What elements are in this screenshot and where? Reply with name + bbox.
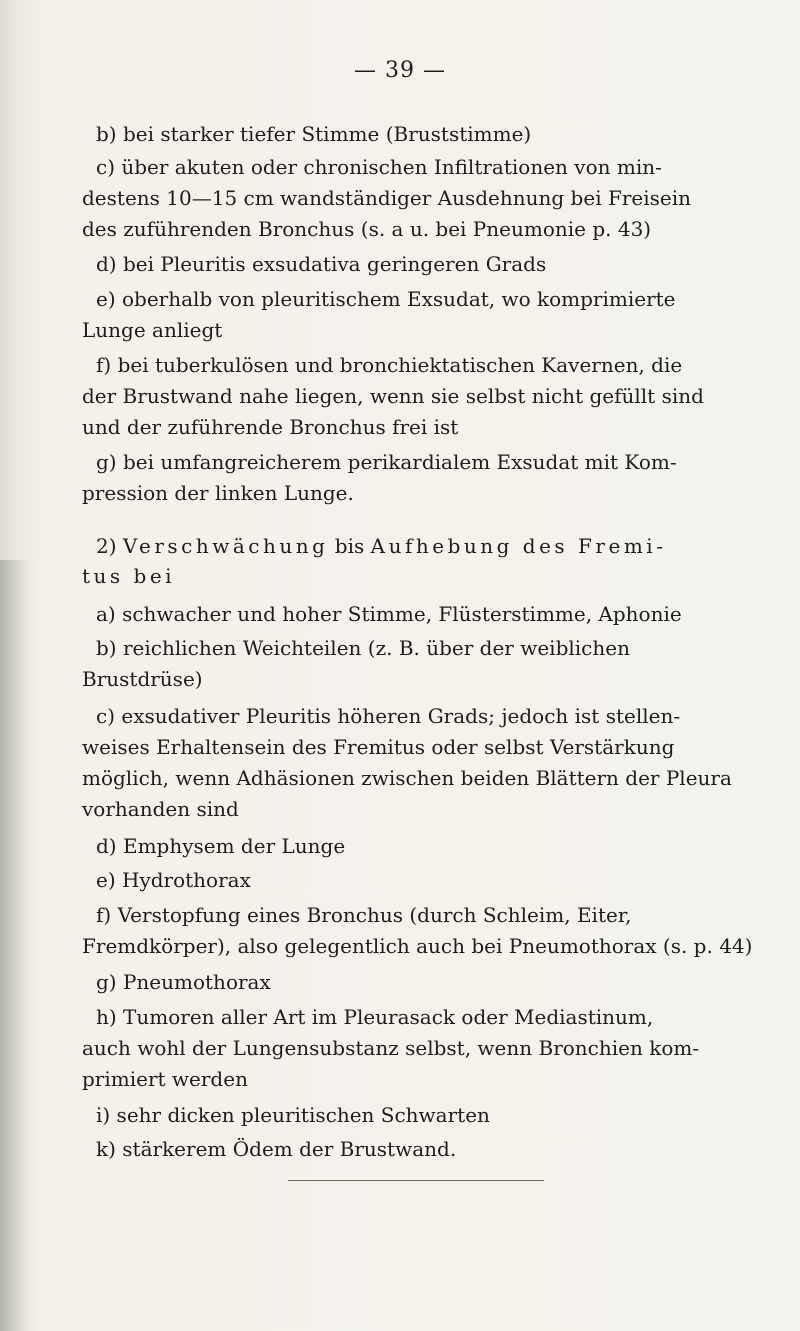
item-2d-emphysema: d) Emphysem der Lunge xyxy=(96,834,346,858)
item-2h-tumors-line2: auch wohl der Lungensubstanz selbst, wenn Bronchien kom- xyxy=(82,1036,700,1060)
item-e-above-exsudate-line2: Lunge anliegt xyxy=(82,318,223,342)
item-c-infiltrations-line2: destens 10—15 cm wandständiger Ausdehnung bei Freisein xyxy=(82,186,691,210)
item-2b-soft-tissue-line2: Brustdrüse) xyxy=(82,667,203,691)
item-g-pericardial-line1: g) bei umfangreicherem perikardialem Exsudat mit Kom- xyxy=(96,450,677,474)
section-2-connector: bis xyxy=(334,534,365,558)
item-2c-exsudative-line3: möglich, wenn Adhäsionen zwischen beiden Blättern der Pleura xyxy=(82,766,732,790)
item-2h-tumors-line1: h) Tumoren aller Art im Pleurasack oder Mediastinum, xyxy=(96,1005,654,1029)
item-g-pericardial-line2: pression der linken Lunge. xyxy=(82,481,354,505)
item-2i-pleural-rind: i) sehr dicken pleuritischen Schwarten xyxy=(96,1103,490,1127)
item-2c-exsudative-line4: vorhanden sind xyxy=(82,797,239,821)
page-number: — 39 — xyxy=(354,58,446,83)
item-c-infiltrations-line3: des zuführenden Bronchus (s. a u. bei Pneumonie p. 43) xyxy=(82,217,652,241)
item-2e-hydrothorax: e) Hydrothorax xyxy=(96,868,251,892)
item-d-pleuritis: d) bei Pleuritis exsudativa geringeren Grads xyxy=(96,252,547,276)
item-f-cavernes-line2: der Brustwand nahe liegen, wenn sie selbst nicht gefüllt sind xyxy=(82,384,704,408)
item-2k-edema: k) stärkerem Ödem der Brustwand. xyxy=(96,1137,457,1161)
item-2f-bronchus-line2: Fremdkörper), also gelegentlich auch bei Pneumothorax (s. p. 44) xyxy=(82,934,753,958)
item-b-strong-voice: b) bei starker tiefer Stimme (Bruststimme) xyxy=(96,122,532,146)
item-2h-tumors-line3: primiert werden xyxy=(82,1067,248,1091)
item-f-cavernes-line3: und der zuführende Bronchus frei ist xyxy=(82,415,459,439)
item-e-above-exsudate-line1: e) oberhalb von pleuritischem Exsudat, wo komprimierte xyxy=(96,287,676,311)
section-2-term-weakening: Verschwächung xyxy=(122,534,329,558)
section-end-rule xyxy=(288,1180,544,1181)
item-2b-soft-tissue-line1: b) reichlichen Weichteilen (z. B. über der weiblichen xyxy=(96,636,630,660)
section-2-number: 2) xyxy=(96,534,117,558)
item-f-cavernes-line1: f) bei tuberkulösen und bronchiektatischen Kavernen, die xyxy=(96,353,683,377)
item-c-infiltrations-line1: c) über akuten oder chronischen Infiltrationen von min- xyxy=(96,155,662,179)
section-2-heading-cont: tus bei xyxy=(82,564,176,588)
item-2g-pneumothorax: g) Pneumothorax xyxy=(96,970,271,994)
item-2a-weak-voice: a) schwacher und hoher Stimme, Flüsterstimme, Aphonie xyxy=(96,602,682,626)
section-2-heading xyxy=(96,531,736,562)
item-2f-bronchus-line1: f) Verstopfung eines Bronchus (durch Schleim, Eiter, xyxy=(96,903,632,927)
page-edge-shadow xyxy=(0,560,38,1331)
item-2c-exsudative-line2: weises Erhaltensein des Fremitus oder selbst Verstärkung xyxy=(82,735,675,759)
section-2-term-abolition: Aufhebung des Fremi- xyxy=(370,534,667,558)
item-2c-exsudative-line1: c) exsudativer Pleuritis höheren Grads; jedoch ist stellen- xyxy=(96,704,681,728)
